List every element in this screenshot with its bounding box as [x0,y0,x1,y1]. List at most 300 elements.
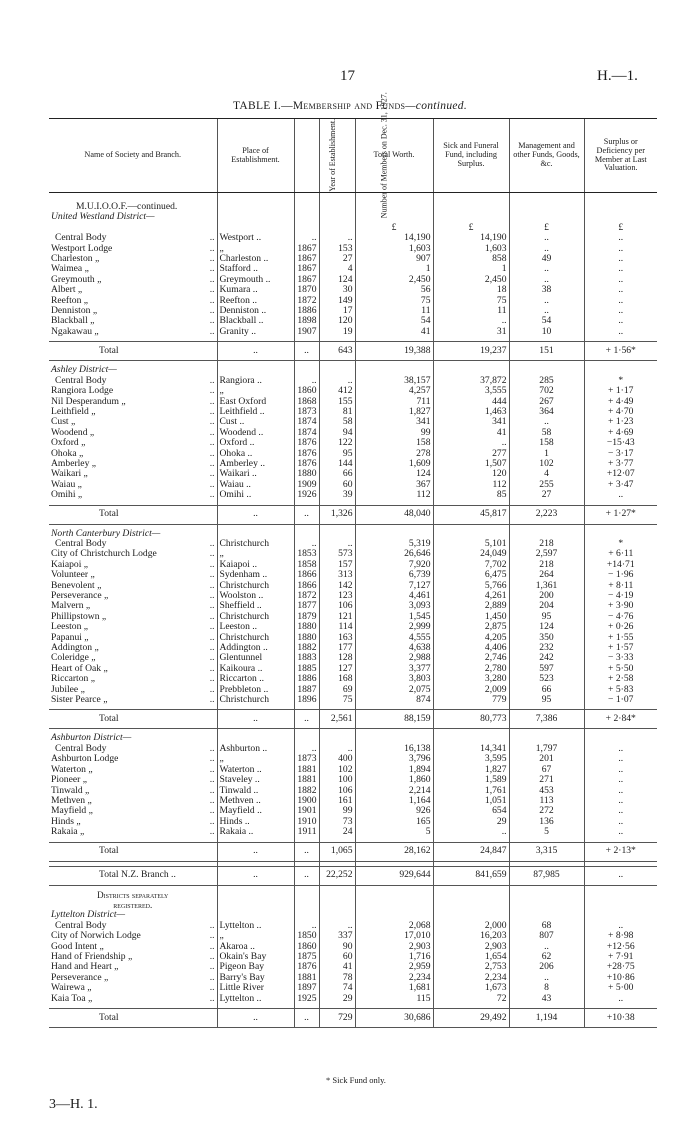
leader-dots: .. [209,579,215,591]
sick-fund-cell: 4,205 [433,633,509,643]
sick-fund-cell: 779 [433,695,509,705]
leader-dots: .. [209,600,215,612]
sick-fund-cell: 341 [433,417,509,427]
surplus-cell: − 3·17 [584,449,657,459]
empty-cell [217,890,294,900]
surplus-cell: + 0·26 [584,622,657,632]
total-label: Total N.Z. Branch .. [49,866,217,885]
members-cell: .. [319,376,355,386]
table-row [49,570,657,580]
col-header-sick-fund: Sick and Funeral Fund, including Surplus. [433,119,509,193]
place-cell: Granity .. [217,327,294,337]
table-row [49,942,657,952]
total-worth-cell: 4,461 [355,591,433,601]
place-cell: Kaiapoi .. [217,560,294,570]
total-worth-cell: 3,796 [355,754,433,764]
society-name: Perseverance „ [51,590,109,601]
table-row [49,254,657,264]
place-cell: Kaikoura .. [217,664,294,674]
leader-dots: .. [209,940,215,952]
leader-dots: .. [209,621,215,633]
sick-fund-cell: 41 [433,428,509,438]
place-cell: Reefton .. [217,296,294,306]
society-name: Mayfield „ [51,805,93,817]
table-row [49,744,657,754]
year-cell: 1868 [294,397,319,407]
table-row [49,560,657,570]
place-cell: Sheffield .. [217,601,294,611]
year-cell: 1881 [294,775,319,785]
sick-fund-cell: 3,555 [433,386,509,396]
society-name: Addington „ [51,642,99,654]
society-name: Hand of Friendship „ [51,950,133,962]
place-cell: Waikari .. [217,469,294,479]
total-worth-cell: 1,609 [355,459,433,469]
place-cell: Christchurch [217,633,294,643]
empty-cell [509,900,584,910]
currency-cell: £ [509,223,584,233]
surplus-cell: .. [584,233,657,243]
year-cell: 1874 [294,428,319,438]
table-row [49,386,657,396]
sick-fund-cell: 1,589 [433,775,509,785]
table-row [49,962,657,972]
total-worth-cell: 2,450 [355,275,433,285]
management-cell: 350 [509,633,584,643]
empty-cell [319,890,355,900]
society-name: Central Body [55,919,107,931]
table-row [49,376,657,386]
surplus-cell: +10·86 [584,973,657,983]
surplus-cell: + 8·98 [584,931,657,941]
year-cell: 1926 [294,490,319,500]
place-cell: Charleston .. [217,254,294,264]
total-worth-cell: 2,075 [355,685,433,695]
surplus-cell: + 4·69 [584,428,657,438]
society-name: Blackball „ [51,315,95,327]
place-cell: Tinwald .. [217,786,294,796]
empty-cell [294,890,319,900]
place-cell: Kumara .. [217,285,294,295]
members-cell: 69 [319,685,355,695]
surplus-cell: .. [584,786,657,796]
management-cell: 271 [509,775,584,785]
management-cell: 49 [509,254,584,264]
year-cell: 1860 [294,942,319,952]
leader-dots: .. [209,395,215,407]
surplus-cell: − 1·07 [584,695,657,705]
members-cell: 157 [319,560,355,570]
table-row [49,428,657,438]
total-sick-fund: 24,847 [433,842,509,861]
surplus-cell: .. [584,296,657,306]
place-cell: Lyttelton .. [217,994,294,1004]
sick-fund-cell: 6,475 [433,570,509,580]
surplus-cell: − 4·19 [584,591,657,601]
place-cell: Leithfield .. [217,407,294,417]
leader-dots: .. [209,478,215,490]
members-cell: 144 [319,459,355,469]
management-cell: 113 [509,796,584,806]
sick-fund-cell: 112 [433,480,509,490]
year-cell: 1882 [294,786,319,796]
empty-cell [217,900,294,910]
year-cell: 1880 [294,633,319,643]
year-cell: 1882 [294,643,319,653]
total-worth-cell: 926 [355,806,433,816]
members-cell: 106 [319,786,355,796]
total-worth-cell: 2,903 [355,942,433,952]
leader-dots: .. [209,325,215,337]
table-row [49,622,657,632]
year-cell: 1883 [294,653,319,663]
management-cell: 136 [509,817,584,827]
table-row [49,285,657,295]
total-members: 729 [319,1009,355,1028]
surplus-cell: .. [584,316,657,326]
management-cell: 4 [509,469,584,479]
total-worth-cell: 367 [355,480,433,490]
management-cell: 67 [509,765,584,775]
surplus-cell: − 4·76 [584,612,657,622]
members-cell: 127 [319,664,355,674]
surplus-cell: .. [584,754,657,764]
society-name: Heart of Oak „ [51,662,108,674]
col-header-name: Name of Society and Branch. [49,119,217,193]
total-worth-cell: 112 [355,490,433,500]
total-worth: 48,040 [355,505,433,524]
total-label: Total [49,1009,217,1028]
total-worth-cell: 17,010 [355,931,433,941]
society-name: Hand and Heart „ [51,961,119,973]
society-name: Perseverance „ [51,971,109,983]
members-cell: 19 [319,327,355,337]
year-cell: 1876 [294,962,319,972]
surplus-cell: .. [584,994,657,1004]
members-cell: 41 [319,962,355,972]
district-heading [49,529,657,539]
place-cell: Oxford .. [217,438,294,448]
total-year: .. [294,342,319,361]
total-place: .. [217,342,294,361]
total-sick-fund: 29,492 [433,1009,509,1028]
sick-fund-cell: 2,009 [433,685,509,695]
sick-fund-cell: 1,051 [433,796,509,806]
table-row [49,952,657,962]
society-name: Malvern „ [51,600,91,612]
surplus-cell: .. [584,765,657,775]
management-cell: 242 [509,653,584,663]
society-name: Waimea „ [51,263,89,275]
sick-fund-cell: 72 [433,994,509,1004]
sick-fund-cell: 2,000 [433,921,509,931]
empty-cell [584,900,657,910]
sick-fund-cell: 5,766 [433,581,509,591]
year-cell: 1897 [294,983,319,993]
members-cell: 106 [319,601,355,611]
table-row [49,643,657,653]
leader-dots: .. [209,971,215,983]
total-worth-cell: 4,555 [355,633,433,643]
place-cell: „ [217,931,294,941]
sick-fund-cell: 1,603 [433,244,509,254]
surplus-cell: + 6·11 [584,549,657,559]
leader-dots: .. [209,253,215,265]
year-cell: 1872 [294,296,319,306]
total-surplus: + 2·13* [584,842,657,861]
total-worth: 88,159 [355,710,433,729]
surplus-cell: * [584,539,657,549]
place-cell: Denniston .. [217,306,294,316]
total-worth-cell: 165 [355,817,433,827]
district-total-row [49,842,657,861]
page-number: 17 [340,68,355,84]
members-cell: 122 [319,438,355,448]
year-cell: 1879 [294,612,319,622]
table-row [49,316,657,326]
total-year: .. [294,866,319,885]
empty-cell [355,890,433,900]
year-cell: .. [294,233,319,243]
total-worth-cell: 1,860 [355,775,433,785]
spacer-cell [355,193,433,203]
members-cell: 95 [319,449,355,459]
table-row [49,397,657,407]
members-cell: 168 [319,674,355,684]
sick-fund-cell: 277 [433,449,509,459]
society-name: Amberley „ [51,457,97,469]
table-row [49,685,657,695]
district-total-row [49,342,657,361]
place-cell: Mayfield .. [217,806,294,816]
currency-row [49,223,657,233]
management-cell: 453 [509,786,584,796]
management-cell: 54 [509,316,584,326]
empty-cell [433,202,509,212]
table-row [49,480,657,490]
year-cell: .. [294,539,319,549]
table-row [49,765,657,775]
year-cell: 1867 [294,254,319,264]
management-cell: .. [509,296,584,306]
spacer-cell [433,193,509,203]
management-cell: 232 [509,643,584,653]
society-name: Coleridge „ [51,652,96,664]
total-worth-cell: 4,638 [355,643,433,653]
members-cell: 142 [319,581,355,591]
place-cell: Blackball .. [217,316,294,326]
year-cell: 1887 [294,685,319,695]
caption-prefix: TABLE I.— [232,100,293,112]
col-header-total-worth: Total Worth. [355,119,433,193]
leader-dots: .. [209,919,215,931]
sick-fund-cell: .. [433,438,509,448]
table-row [49,459,657,469]
sick-fund-cell: 18 [433,285,509,295]
total-label: Total [49,342,217,361]
empty-cell [319,212,355,222]
management-cell: 807 [509,931,584,941]
management-cell: 95 [509,695,584,705]
total-label: Total [49,505,217,524]
table-row [49,973,657,983]
table-caption [0,100,700,112]
sick-fund-cell: 1 [433,264,509,274]
table-row [49,233,657,243]
management-cell: .. [509,417,584,427]
leader-dots: .. [209,242,215,254]
sick-fund-cell: 858 [433,254,509,264]
total-worth-cell: 1 [355,264,433,274]
leader-dots: .. [209,610,215,622]
leader-dots: .. [209,315,215,327]
society-name: Leeston „ [51,621,89,633]
members-cell: 29 [319,994,355,1004]
sick-fund-cell: 2,903 [433,942,509,952]
sick-fund-cell: 11 [433,306,509,316]
leader-dots: .. [209,305,215,317]
spacer-cell [319,193,355,203]
leader-dots: .. [209,950,215,962]
spacer-cell [294,193,319,203]
members-cell: 121 [319,612,355,622]
society-name: Omihi „ [51,489,83,501]
place-cell: Akaroa .. [217,942,294,952]
place-cell: East Oxford [217,397,294,407]
year-cell: 1860 [294,386,319,396]
total-worth-cell: 2,988 [355,653,433,663]
society-name: Ashburton Lodge [51,753,119,765]
place-cell: Lyttelton .. [217,921,294,931]
society-name: City of Norwich Lodge [51,930,141,942]
total-worth: 929,644 [355,866,433,885]
total-worth-cell: 2,234 [355,973,433,983]
leader-dots: .. [209,374,215,386]
management-cell: 58 [509,428,584,438]
place-cell: Waterton .. [217,765,294,775]
surplus-cell: .. [584,806,657,816]
spacer-cell [509,193,584,203]
total-worth: 28,162 [355,842,433,861]
members-cell: 400 [319,754,355,764]
surplus-cell: .. [584,264,657,274]
footnote: * Sick Fund only. [326,1075,386,1085]
sick-fund-cell: 1,450 [433,612,509,622]
total-year: .. [294,842,319,861]
management-cell: 255 [509,480,584,490]
leader-dots: .. [209,794,215,806]
sick-fund-cell: 16,203 [433,931,509,941]
year-cell: 1866 [294,581,319,591]
place-cell: Leeston .. [217,622,294,632]
management-cell: .. [509,275,584,285]
society-name: Wairewa „ [51,982,92,994]
society-name: Good Intent „ [51,940,104,952]
members-cell: 337 [319,931,355,941]
place-cell: Amberley .. [217,459,294,469]
management-cell: 204 [509,601,584,611]
total-worth-cell: 5,319 [355,539,433,549]
year-cell: 1876 [294,459,319,469]
management-cell: .. [509,942,584,952]
table-row [49,633,657,643]
members-cell: 4 [319,264,355,274]
total-worth-cell: 2,068 [355,921,433,931]
sick-fund-cell: 654 [433,806,509,816]
year-cell: 1877 [294,601,319,611]
place-cell: Rangiora .. [217,376,294,386]
place-cell: Pigeon Bay [217,962,294,972]
place-cell: Greymouth .. [217,275,294,285]
year-cell: 1866 [294,570,319,580]
total-worth-cell: 711 [355,397,433,407]
total-worth-cell: 14,190 [355,233,433,243]
society-name: Volunteer „ [51,569,95,581]
society-name: Papanui „ [51,631,89,643]
currency-cell: £ [433,223,509,233]
year-cell: 1881 [294,973,319,983]
table-row [49,469,657,479]
table-row [49,796,657,806]
leader-dots: .. [209,569,215,581]
total-sick-fund: 45,817 [433,505,509,524]
leader-dots: .. [209,558,215,570]
empty-cell [217,212,294,222]
members-cell: 94 [319,428,355,438]
place-cell: Woodend .. [217,428,294,438]
members-cell: 24 [319,827,355,837]
surplus-cell: * [584,376,657,386]
leader-dots: .. [209,784,215,796]
society-name: Cust „ [51,416,76,428]
leader-dots: .. [209,590,215,601]
table-row [49,407,657,417]
year-cell: 1850 [294,931,319,941]
leader-dots: .. [209,457,215,469]
table-row [49,490,657,500]
empty-cell [509,202,584,212]
surplus-cell: .. [584,306,657,316]
management-cell: 364 [509,407,584,417]
society-name: Benevolent „ [51,579,102,591]
col-header-year-text: Year of Establishment. [327,118,337,192]
members-cell: 81 [319,407,355,417]
table-row [49,264,657,274]
empty-cell [355,900,433,910]
members-cell: 17 [319,306,355,316]
empty-cell [319,900,355,910]
empty-cell [294,212,319,222]
sick-fund-cell: 14,190 [433,233,509,243]
total-worth-cell: 75 [355,296,433,306]
leader-dots: .. [209,284,215,296]
surplus-cell: +12·07 [584,469,657,479]
leader-dots: .. [209,662,215,674]
district-heading [49,733,657,743]
year-cell: 1898 [294,316,319,326]
year-cell: 1872 [294,591,319,601]
surplus-cell: + 1·57 [584,643,657,653]
total-members: 1,065 [319,842,355,861]
total-worth-cell: 2,959 [355,962,433,972]
sick-fund-cell: 2,450 [433,275,509,285]
total-worth-cell: 56 [355,285,433,295]
table-row [49,695,657,705]
management-cell: .. [509,233,584,243]
total-worth-cell: 1,164 [355,796,433,806]
surplus-cell: .. [584,490,657,500]
total-management: 3,315 [509,842,584,861]
